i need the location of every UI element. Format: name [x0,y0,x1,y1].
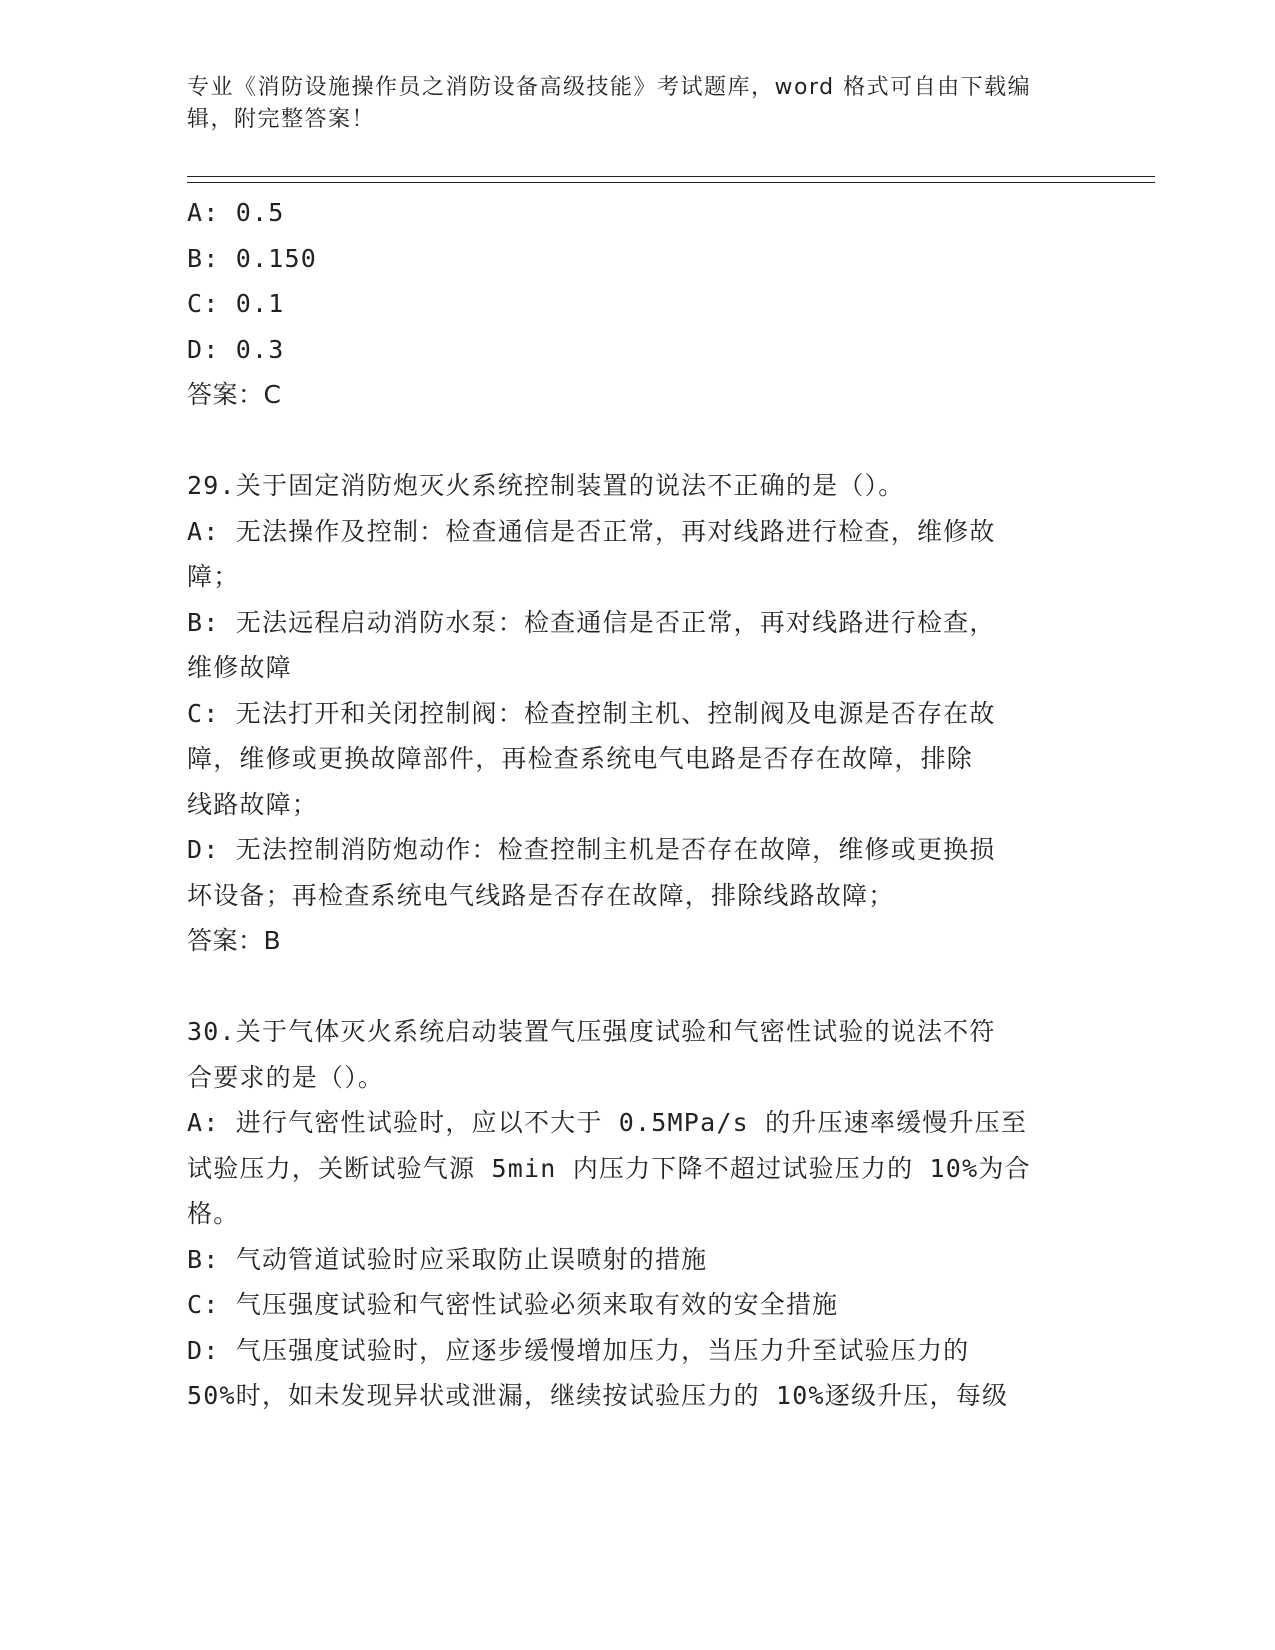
q28-option-c: C: 0.1 [187,289,285,318]
q30-option-line: C: 气压强度试验和气密性试验必须来取有效的安全措施 [187,1290,839,1319]
q30-option-line: 格。 [187,1199,240,1228]
q29-question: 29.关于固定消防炮灭火系统控制装置的说法不正确的是（）。 [187,471,905,500]
q30-option-line: D: 气压强度试验时，应逐步缓慢增加压力，当压力升至试验压力的 [187,1335,970,1365]
spacer [187,418,1067,464]
document-header [187,72,1067,136]
q29-option-line: 障，维修或更换故障部件，再检查系统电气电路是否存在故障，排除 [187,744,974,773]
header-rule-top [187,176,1155,177]
header-rule-bottom [187,182,1155,183]
q28-option-b: B: 0.150 [187,243,318,273]
q29-option-line: 障； [187,562,240,591]
q30-option-line: A: 进行气密性试验时，应以不大于 0.5MPa/s 的升压速率缓慢升压至 [187,1108,1028,1137]
question-30-block [187,1009,1067,1419]
question-28-block [187,190,1067,418]
q30-question-line: 合要求的是（）。 [187,1062,385,1092]
q29-option-line: 坏设备；再检查系统电气线路是否存在故障，排除线路故障； [187,880,895,910]
q28-option-d: D: 0.3 [187,334,285,364]
header-line-2: 辑，附完整答案！ [187,107,376,132]
q29-option-line: B: 无法远程启动消防水泵：检查通信是否正常，再对线路进行检查， [187,607,996,637]
q29-option-line: A: 无法操作及控制：检查通信是否正常，再对线路进行检查，维修故 [187,516,996,546]
spacer [187,964,1067,1010]
q30-option-line: 试验压力，关断试验气源 5min 内压力下降不超过试验压力的 10%为合 [187,1153,1031,1183]
q29-option-line: C: 无法打开和关闭控制阀：检查控制主机、控制阀及电源是否存在故 [187,698,996,728]
question-29-block [187,463,1067,964]
q28-answer: 答案：C [187,380,282,409]
q30-option-line: B: 气动管道试验时应采取防止误喷射的措施 [187,1244,708,1274]
q29-option-line: D: 无法控制消防炮动作：检查控制主机是否存在故障，维修或更换损 [187,835,996,864]
q29-option-line: 维修故障 [187,653,292,682]
document-body [187,190,1067,1419]
q30-question-line: 30.关于气体灭火系统启动装置气压强度试验和气密性试验的说法不符 [187,1017,996,1046]
header-line-1: 专业《消防设施操作员之消防设备高级技能》考试题库，word 格式可自由下载编 [187,75,1032,100]
q30-option-line: 50%时，如未发现异状或泄漏，继续按试验压力的 10%逐级升压，每级 [187,1381,1009,1410]
q28-option-a: A: 0.5 [187,198,285,227]
q29-option-line: 线路故障； [187,789,319,819]
q29-answer: 答案：B [187,926,282,955]
